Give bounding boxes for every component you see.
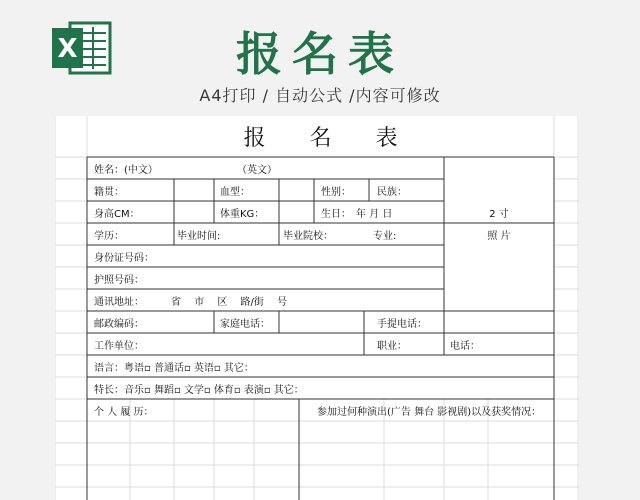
id-number-label: 身份证号码： [94,253,154,264]
passport-number-label: 护照号码： [94,275,144,286]
language-label: 语言：粤语▫ 普通话▫ 英语▫ 其它： [94,363,254,374]
birthday-label: 生日： 年 月 日 [321,209,393,220]
ethnicity-label: 民族： [377,187,407,198]
weight-label: 体重KG： [220,209,265,220]
photo-size-label: 2 寸 [489,209,509,220]
graduation-time-label: 毕业时间: [177,231,221,242]
resume-label: 个 人 履 历： [94,407,154,418]
banner [0,0,640,118]
english-name-label: （英文） [237,165,277,176]
school-label: 毕业院校： [283,231,333,242]
height-label: 身高CM： [94,209,140,220]
occupation-label: 职业： [377,341,407,352]
blood-type-label: 血型： [220,187,250,198]
home-phone-label: 家庭电话： [220,319,270,330]
address-parts-label: 省 市 区 路/街 号 [171,297,288,308]
excel-logo-letter: X [57,34,78,64]
banner-title: 报名表 [236,27,404,81]
work-unit-label: 工作单位： [94,341,144,352]
postal-code-label: 邮政编码： [94,319,144,330]
major-label: 专业: [373,231,397,242]
chinese-name-label: 姓名：(中文） [94,165,158,176]
form-title: 报名表 [243,126,442,151]
gender-label: 性别： [321,187,351,198]
photo-label: 照 片 [487,231,511,242]
skills-label: 特长：音乐▫ 舞蹈▫ 文学▫ 体育▫ 表演▫ 其它： [94,385,304,396]
spreadsheet-page [55,116,579,500]
address-label: 通讯地址： [94,297,144,308]
education-label: 学历： [94,231,124,242]
native-place-label: 籍贯： [94,187,124,198]
registration-form [87,116,554,500]
performance-history-label: 参加过何种演出(广告 舞台 影视剧)以及获奖情况： [317,407,542,418]
mobile-phone-label: 手提电话： [377,319,427,330]
phone-label: 电话： [450,341,480,352]
banner-subtitle: A4打印 / 自动公式 /内容可修改 [199,86,441,105]
